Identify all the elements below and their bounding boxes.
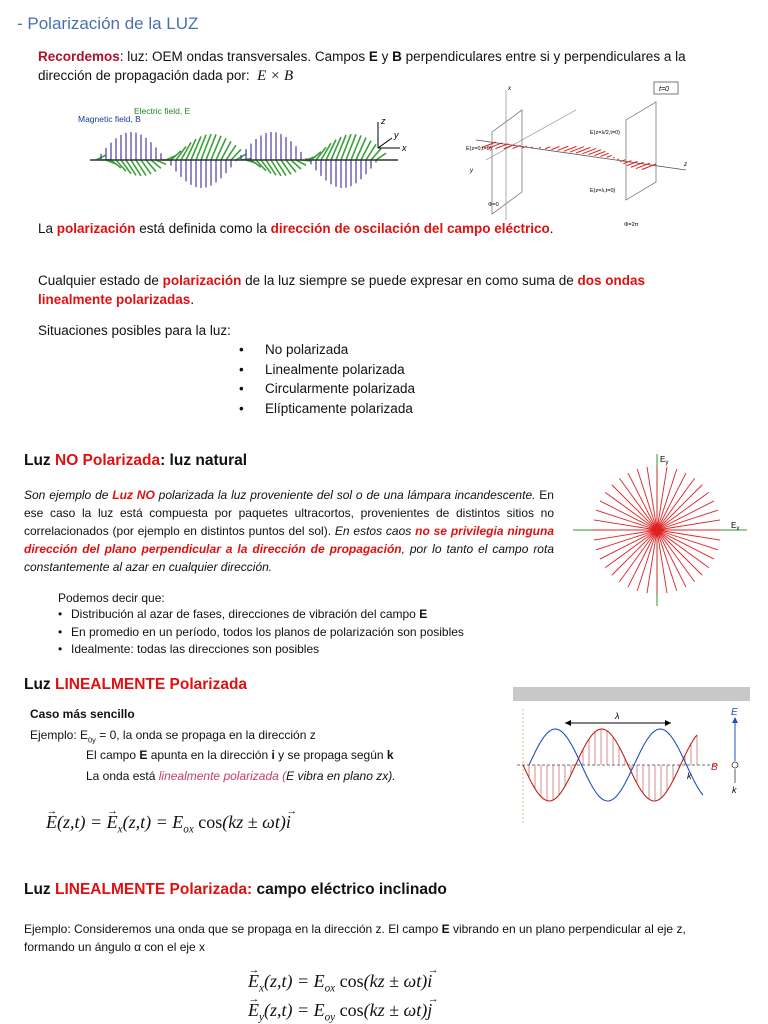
e-arrow-3d xyxy=(539,147,541,148)
radial-arrow xyxy=(605,492,657,530)
e-arrow-3d xyxy=(531,147,533,148)
situations-list xyxy=(239,340,415,418)
l3b: linealmente polarizada ( xyxy=(158,769,287,783)
h-luz-natural: : luz natural xyxy=(160,452,248,469)
radial-arrow xyxy=(612,485,657,530)
any-c: de la luz siempre se puede expresar en como suma de xyxy=(241,273,578,288)
e-field-arrow xyxy=(216,138,226,160)
radial-arrow xyxy=(657,530,695,582)
axis-y3d: y xyxy=(470,168,473,174)
item-text: En promedio en un período, todos los planos de polarización son posibles xyxy=(71,624,464,639)
np-d: En ese caso la luz está compuesta por paquetes ultracortos, provenientes de distintos sitios no correlacionados (por ejemplo en distintos puntos del sol). xyxy=(24,488,554,538)
e-field-arrow xyxy=(376,153,386,160)
any-dos-ondas: dos ondas linealmente polarizadas xyxy=(38,273,646,307)
radial-arrow xyxy=(657,469,677,530)
ej-sub: 0y xyxy=(88,735,96,745)
label-phi0: Φ=0 xyxy=(488,202,499,208)
axis-x-label: x xyxy=(402,143,407,153)
label-e0: E(z=0,t=0) xyxy=(466,146,492,152)
e-field-arrow xyxy=(136,160,146,175)
ej-b: = 0, la onda se propaga en la dirección z xyxy=(95,728,316,742)
h-linealmente: LINEALMENTE Polarizada xyxy=(55,676,248,693)
radial-arrow xyxy=(657,530,709,568)
situations-heading: Situaciones posibles para la luz: xyxy=(38,323,231,338)
np-e: En estos caos xyxy=(331,524,416,538)
l2d: i xyxy=(271,748,275,762)
no-polarized-paragraph xyxy=(24,486,554,576)
radial-arrow xyxy=(657,530,718,550)
inc-c: vibrando en un plano perpendicular al eje z, formando un ángulo α con el eje x xyxy=(24,922,686,954)
b-wave-curve xyxy=(529,729,703,801)
list-item: • Circularmente polarizada xyxy=(239,379,415,399)
any-a: Cualquier estado de xyxy=(38,273,163,288)
linear-line3 xyxy=(86,767,396,785)
ej-a: Ejemplo: E xyxy=(30,728,89,742)
inclined-equation-1: → $E_x(z,t) = E_{ox}$ cos(kz ± ωt)→ i xyxy=(248,971,432,995)
axes-mini xyxy=(378,116,407,153)
podemos-list xyxy=(58,606,464,659)
label-phi2pi: Φ=2π xyxy=(624,222,639,228)
e-arrow-3d xyxy=(582,148,596,153)
e-field-arrow xyxy=(351,135,361,160)
inclined-equation-2: → $E_y(z,t) = E_{oy}$ cos(kz ± ωt)→ j xyxy=(248,1000,432,1024)
electric-field-label: Electric field, E xyxy=(134,106,191,116)
e-field-arrow xyxy=(276,160,286,176)
radial-arrow xyxy=(637,530,657,591)
ex-label: $E_x$ xyxy=(731,521,740,532)
page-title: - Polarización de la LUZ xyxy=(17,14,199,33)
intro-text-2: perpendiculares entre si y perpendiculares a la xyxy=(401,49,686,64)
list-item xyxy=(58,624,464,642)
e-arrow-3d xyxy=(576,147,590,153)
any-polarizacion: polarización xyxy=(162,273,242,288)
inc-a: Ejemplo: Consideremos una onda que se propaga en la dirección z. El campo xyxy=(24,922,442,936)
def-period: . xyxy=(549,221,554,236)
def-text-c: está definida como la xyxy=(135,221,271,236)
e-arrow-3d xyxy=(570,147,584,152)
radial-arrow xyxy=(619,530,657,582)
e-field-arrow xyxy=(211,136,221,160)
e-field-arrow xyxy=(206,134,216,160)
item-text: Idealmente: todas las direcciones son posibles xyxy=(71,642,320,656)
h-luz: Luz xyxy=(24,881,55,898)
radial-arrow xyxy=(657,485,702,530)
radial-arrow xyxy=(657,530,702,575)
ey-label: $E_y$ xyxy=(660,455,669,466)
e-field-arrow xyxy=(131,160,141,176)
def-polarizacion: polarización xyxy=(56,221,136,236)
e-field-arrow xyxy=(141,160,151,174)
list-item xyxy=(58,641,464,659)
any-state-paragraph xyxy=(38,271,718,309)
any-period: . xyxy=(190,292,195,307)
list-item: • Linealmente polarizada xyxy=(239,360,415,380)
e-arrow-3d xyxy=(617,159,619,160)
recordemos-label: Recordemos xyxy=(38,49,120,64)
intro-line2: dirección de propagación dada por: xyxy=(38,68,250,83)
item-text: Distribución al azar de fases, direcciones de vibración del campo xyxy=(71,607,420,621)
e-arrow-3d xyxy=(607,155,612,157)
e-arrow-3d xyxy=(545,147,550,149)
np-c: polarizada la luz proveniente del sol o de una lámpara incandescente. xyxy=(154,488,536,502)
l2b: E xyxy=(139,748,148,762)
l2e: y se propaga según xyxy=(274,748,387,762)
e-arrow-3d xyxy=(613,157,615,158)
label-elambda: E(z=λ,t=0) xyxy=(590,188,616,194)
radial-arrow xyxy=(596,530,657,550)
radial-arrow xyxy=(637,469,657,530)
fig-e-label: E xyxy=(731,707,738,718)
axis-x3d: x xyxy=(508,86,511,92)
e-field-arrow xyxy=(356,138,366,160)
intro-and: y xyxy=(377,49,393,64)
h-luz: Luz xyxy=(24,452,55,469)
h-no-polarizada: NO Polarizada xyxy=(55,452,161,469)
radial-arrow xyxy=(605,530,657,568)
wave-3d-figure xyxy=(466,80,696,230)
figure-top-bar xyxy=(513,687,750,701)
linear-equation: → E(z,t) = → $E_x(z,t) = E_{ox}$ cos(kz ± ωt)→ i xyxy=(46,812,291,836)
magnetic-field-label: Magnetic field, B xyxy=(78,114,141,124)
inclined-paragraph xyxy=(24,920,724,956)
fig-k-label: k xyxy=(732,785,737,795)
h-luz: Luz xyxy=(24,676,55,693)
inclined-heading xyxy=(24,881,447,899)
np-f: no se privilegia ninguna dirección del plano perpendicular a la dirección de propagación xyxy=(24,524,555,556)
radial-arrow xyxy=(619,478,657,530)
podemos-decir: Podemos decir que: xyxy=(58,591,165,605)
radial-arrow xyxy=(657,478,695,530)
time-box-label: t=0 xyxy=(659,86,669,93)
em-wave-figure xyxy=(78,100,418,200)
def-direccion: dirección de oscilación del campo eléctrico xyxy=(270,221,550,236)
radial-arrow xyxy=(612,530,657,575)
l2f: k xyxy=(386,748,394,762)
e-field-arrow xyxy=(346,134,356,160)
def-text-a: La xyxy=(38,221,57,236)
h-linealmente-inclinado: LINEALMENTE Polarizada: xyxy=(55,881,253,898)
radial-arrow xyxy=(657,492,709,530)
intro-text: : luz: OEM ondas transversales. Campos xyxy=(119,49,369,64)
fig-b-label: B xyxy=(711,762,718,773)
np-g: , por lo tanto el campo rota constantemente al azar en cualquier dirección. xyxy=(24,542,554,574)
field-b: B xyxy=(392,49,402,64)
axis-y-label: y xyxy=(394,130,399,140)
e-field-arrow xyxy=(281,160,291,174)
e-arrow-3d xyxy=(551,146,559,149)
l2c: apunta en la dirección xyxy=(147,748,272,762)
e-field-arrow xyxy=(196,135,206,160)
radial-arrow xyxy=(596,510,657,530)
linear-heading xyxy=(24,676,247,694)
vector-product: E × B xyxy=(257,68,294,84)
e-field-arrow xyxy=(341,134,351,160)
unpolarized-figure xyxy=(567,448,757,608)
label-elambda2: E(z=λ/2,t=0) xyxy=(590,130,620,136)
list-item: • No polarizada xyxy=(239,340,415,360)
polarization-definition xyxy=(38,219,738,238)
inc-e: E xyxy=(441,922,450,936)
axis-z3d: z xyxy=(684,162,687,168)
no-polarized-heading xyxy=(24,452,247,470)
h-campo: campo eléctrico inclinado xyxy=(252,881,447,898)
e-field-arrow xyxy=(201,134,211,160)
linear-wave-figure xyxy=(513,701,750,829)
e-arrow-3d xyxy=(601,153,609,156)
e-field-arrow xyxy=(271,160,281,176)
radial-arrow xyxy=(657,530,677,591)
list-item: • Elípticamente polarizada xyxy=(239,399,415,419)
axis-z-label: z xyxy=(381,116,386,126)
linear-line2 xyxy=(86,746,394,764)
lambda-label: λ xyxy=(615,711,620,721)
item-bold: E xyxy=(419,607,428,621)
l2a: El campo xyxy=(86,748,140,762)
caso-sencillo: Caso más sencillo xyxy=(30,707,135,721)
radial-arrow xyxy=(657,510,718,530)
np-luz-no: Luz NO xyxy=(112,488,155,502)
list-item xyxy=(58,606,464,624)
l3a: La onda está xyxy=(86,769,159,783)
np-a: Son ejemplo de xyxy=(24,488,113,502)
fig-k-label-2: k xyxy=(687,771,692,781)
l3c: E vibra en plano zx). xyxy=(286,769,396,783)
field-e: E xyxy=(368,49,378,64)
